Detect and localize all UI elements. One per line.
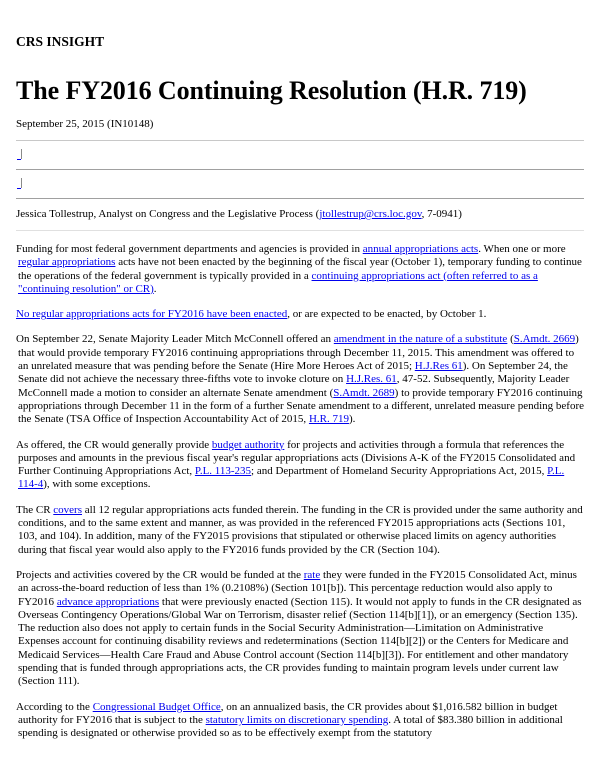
paragraph-senate-action [16,333,584,426]
image-link-placeholder-icon[interactable] [16,149,24,161]
link-budget-authority[interactable]: budget authority [211,438,285,451]
link-hr-719[interactable]: H.R. 719 [308,413,349,426]
author-email-link[interactable]: jtollestrup@crs.loc.gov [319,208,422,220]
text: ). On September 24, the Senate did not achieve the necessary three-fifths vote to invoke cloture on [18,360,568,386]
text: . [153,282,157,295]
link-pl-114-4[interactable]: P.L. 114-4 [18,465,565,491]
divider [16,230,584,231]
text: that were previously enacted (Section 115). It would not apply to funds in the CR designated as Overseas Contingency Operations/Global War on Terrorism, disaster relief (Section 114[b][1]), or an emergency (Section 135). The reduction also does not apply to certain funds in the Social Security Administration—Limitation on Administrative Expenses account for continuing disability reviews and redeterminations (Section 114[b][2]) or the Centers for Medicare and Medicaid Services—Health Care Fraud and Abuse Control account (Section 114[b][3]). For entitlement and other mandatory spending that is funded through appropriations acts, the CR provides funding to maintain program levels under current law (Section 111). [18,595,582,688]
text: for projects and activities through a formula that references the purposes and amounts in the previous fiscal year's regular appropriations acts (Divisions A-K of the FY2015 Consolidated and Further Continuing Appropriations Act, [18,438,576,478]
paragraph-status [16,308,584,321]
text: Projects and activities covered by the CR would be funded at the [16,568,304,581]
placeholder-row [16,170,584,198]
text: . A total of $83.380 billion in additional spending is designated or otherwise provided so as to be effectively exempt from the statutory [18,713,563,740]
link-amendment-substitute[interactable]: amendment in the nature of a substitute [333,333,508,346]
link-hjres-61-cloture[interactable]: H.J.Res. 61 [346,373,397,386]
text: ) to provide temporary FY2016 continuing appropriations through December 11 in the form of a further Senate amendment to a different, unrelated measure pending before the Senate (TSA Office of Inspection Accountability Act of 2015, [18,386,584,426]
page-title: The FY2016 Continuing Resolution (H.R. 719) [16,76,527,105]
author-phone: , 7-0941) [421,208,462,220]
text: ; and Department of Homeland Security Appropriations Act, 2015, [251,465,548,478]
text: On September 22, Senate Majority Leader Mitch McConnell offered an [16,333,334,346]
paragraph-cbo-estimate [16,701,584,741]
author-line [16,199,584,230]
link-annual-appropriations-acts[interactable]: annual appropriations acts [362,243,479,255]
image-link-placeholder-icon[interactable] [16,178,24,190]
text: . When one or more [478,243,566,255]
text: The CR [16,503,54,516]
placeholder-row [16,141,584,169]
link-pl-113-235[interactable]: P.L. 113-235 [194,465,252,478]
text: , or are expected to be enacted, by October 1. [287,308,487,321]
text: acts have not been enacted by the beginning of the fiscal year (October 1), temporary funding to continue the operations of the federal government is typically provided in a [18,256,582,282]
link-regular-appropriations[interactable]: regular appropriations [18,256,116,269]
report-type-label: CRS INSIGHT [16,34,105,49]
publication-date: September 25, 2015 (IN10148) [16,118,154,130]
link-no-regular-acts-enacted[interactable]: No regular appropriations acts for FY2016 have been enacted [16,308,288,321]
paragraph-formula [16,439,584,492]
text: , 47-52. Subsequently, Majority Leader McConnell made a motion to consider an alternate Senate amendment ( [18,373,570,399]
link-continuing-appropriations-act[interactable]: continuing appropriations act (often referred to as a "continuing resolution" or CR) [18,269,538,295]
text: , on an annualized basis, the CR provides about $1,016.582 billion in budget authority for FY2016 that is subject to the [18,700,558,726]
text: ( [507,333,514,346]
author-name: Jessica Tollestrup, Analyst on Congress and the Legislative Process ( [16,208,320,220]
paragraph-intro [16,243,584,296]
text: they were funded in the FY2015 Consolidated Act, minus an across-the-board reduction of less than 1% (0.2108%) (Section 101[b]). This percentage reduction would also apply to FY2016 [18,568,577,608]
text: As offered, the CR would generally provide [16,438,212,451]
text: ) that would provide temporary FY2016 continuing appropriations through December 11, 2015. This amendment was offered to an unrelated measure that was pending before the Senate (Hire More Heroes Act of 2015; [18,333,579,373]
link-rate[interactable]: rate [303,568,321,581]
link-covers[interactable]: covers [53,503,82,516]
text: According to the [16,700,93,713]
text: all 12 regular appropriations acts funded therein. The funding in the CR is provided under the same authority and conditions, and to the same extent and manner, as was provided in the referenced FY2015 appropriations acts (Sections 101, 103, and 104). In addition, many of the FY2015 provisions that stipulated or otherwise placed limits on agency authorities during that fiscal year would also apply to the FY2016 funds provided by the CR (Section 104). [18,503,583,556]
link-s-amdt-2689[interactable]: S.Amdt. 2689 [333,386,395,399]
link-statutory-limits[interactable]: statutory limits on discretionary spending [205,713,389,726]
link-hjres-61[interactable]: H.J.Res 61 [414,360,463,373]
link-advance-appropriations[interactable]: advance appropriations [56,595,160,608]
link-s-amdt-2669[interactable]: S.Amdt. 2669 [513,333,576,346]
paragraph-funding-rate [16,569,584,689]
text: Funding for most federal government departments and agencies is provided in [16,243,363,255]
link-congressional-budget-office[interactable]: Congressional Budget Office [92,700,221,713]
text: ), with some exceptions. [43,478,151,491]
text: ). [348,413,356,426]
paragraph-coverage [16,504,584,557]
